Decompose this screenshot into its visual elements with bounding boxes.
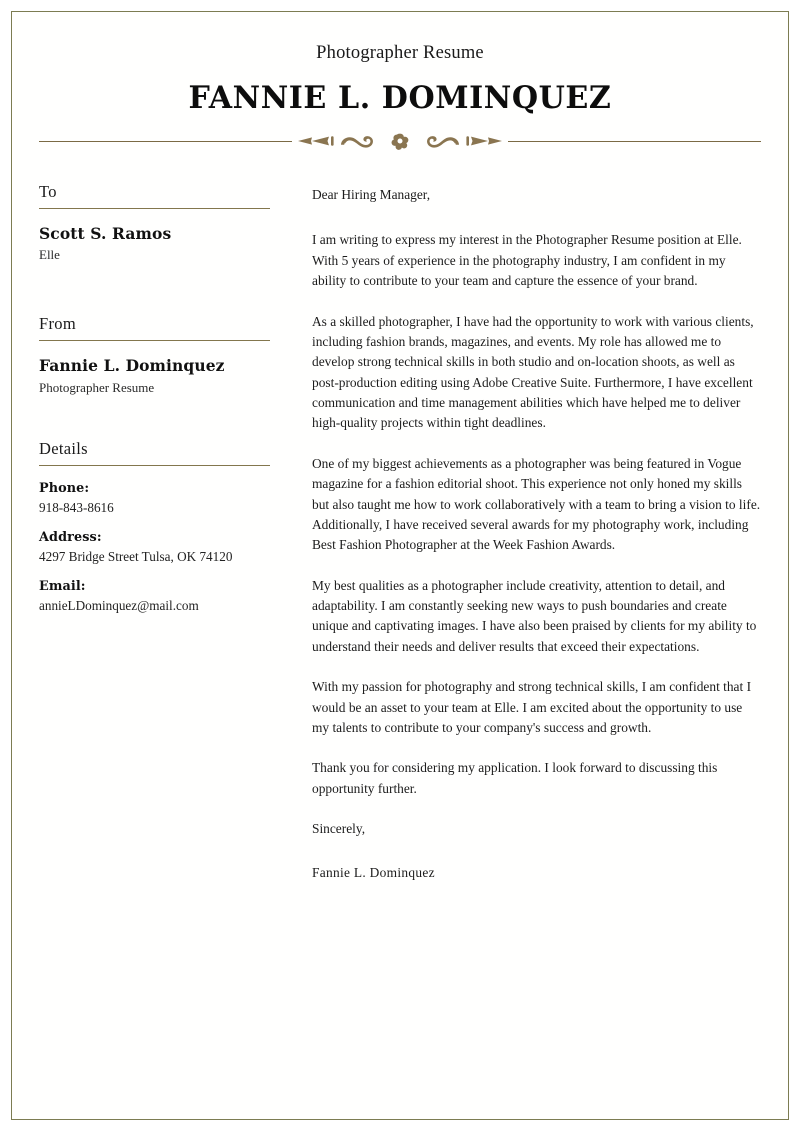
sidebar-spacer-to [39, 270, 270, 314]
applicant-name-heading: FANNIE L. DOMINQUEZ [188, 80, 612, 116]
letter-paragraph-6: Thank you for considering my application. I look forward to discussing this opportunity further. [312, 760, 718, 796]
to-rule [39, 208, 270, 209]
letter-paragraph-4: My best qualities as a photographer include creativity, attention to detail, and adaptability. I am constantly seeking new ways to push boundaries and create unique and captivating images. I have also been praised by clients for my ability to understand their needs and deliver results that exceed their expectations. [312, 577, 757, 654]
detail-address-value: 4297 Bridge Street Tulsa, OK 74120 [39, 548, 233, 564]
ornamental-divider [12, 130, 788, 152]
divider-rule-right [508, 141, 761, 142]
sidebar-spacer-from [39, 403, 270, 439]
detail-email [39, 579, 270, 614]
recipient-organization: Elle [39, 247, 60, 263]
detail-email-label: Email: [39, 578, 86, 594]
detail-phone-label: Phone: [39, 480, 90, 496]
detail-address [39, 530, 270, 565]
divider-rule-left [39, 141, 292, 142]
letter-paragraph-3: One of my biggest achievements as a photographer was being featured in Vogue magazine for a fashion editorial shoot. This experience not only honed my skills but also taught me how to work collaboratively with a team to bring a vision to life. Additionally, I have received several awards for my photography work, including Best Fashion Photographer at the Week Fashion Awards. [312, 455, 761, 553]
detail-address-label: Address: [39, 529, 102, 545]
letter-paragraph-2: As a skilled photographer, I have had the opportunity to work with various clients, including fashion brands, magazines, and events. My role has allowed me to develop strong technical skills in both studio and on-location shoots, as well as post-production editing using Adobe Creative Suite. Furthermore, I have excellent communication and time management abilities which have helped me to deliver high-quality projects within tight deadlines. [312, 313, 754, 431]
letter-body-area [12, 152, 788, 884]
from-rule [39, 340, 270, 341]
to-heading: To [39, 182, 57, 201]
letter-paragraph-5: With my passion for photography and strong technical skills, I am confident that I would be an asset to your team at Elle. I am excited about the opportunity to use my talents to contribute to your company's success and growth. [312, 679, 752, 735]
cover-letter [270, 182, 761, 884]
letter-closing: Sincerely, [312, 821, 366, 836]
sender-block [39, 314, 270, 396]
letter-signature: Fannie L. Dominquez [312, 865, 435, 881]
recipient-block [39, 182, 270, 264]
letter-paragraph-1: I am writing to express my interest in the Photographer Resume position at Elle. With 5 years of experience in the photography industry, I am confident in my ability to contribute to your team and capture the essence of your brand. [312, 232, 742, 289]
floral-flourish-divider-icon [296, 130, 504, 152]
detail-email-value: annieLDominquez@mail.com [39, 597, 199, 613]
document-page [11, 11, 789, 1120]
details-rule [39, 465, 270, 466]
sender-title: Photographer Resume [39, 379, 155, 395]
recipient-name: Scott S. Ramos [39, 224, 172, 243]
detail-phone-value: 918-843-8616 [39, 499, 114, 515]
letter-salutation: Dear Hiring Manager, [312, 187, 431, 202]
sidebar [39, 182, 270, 628]
letter-header [12, 12, 788, 152]
details-heading: Details [39, 438, 88, 458]
document-kicker: Photographer Resume [316, 43, 484, 63]
document-sheet [12, 12, 788, 1119]
details-block [39, 439, 270, 614]
sender-name: Fannie L. Dominquez [39, 356, 225, 376]
from-heading: From [39, 314, 76, 334]
detail-phone [39, 481, 270, 516]
